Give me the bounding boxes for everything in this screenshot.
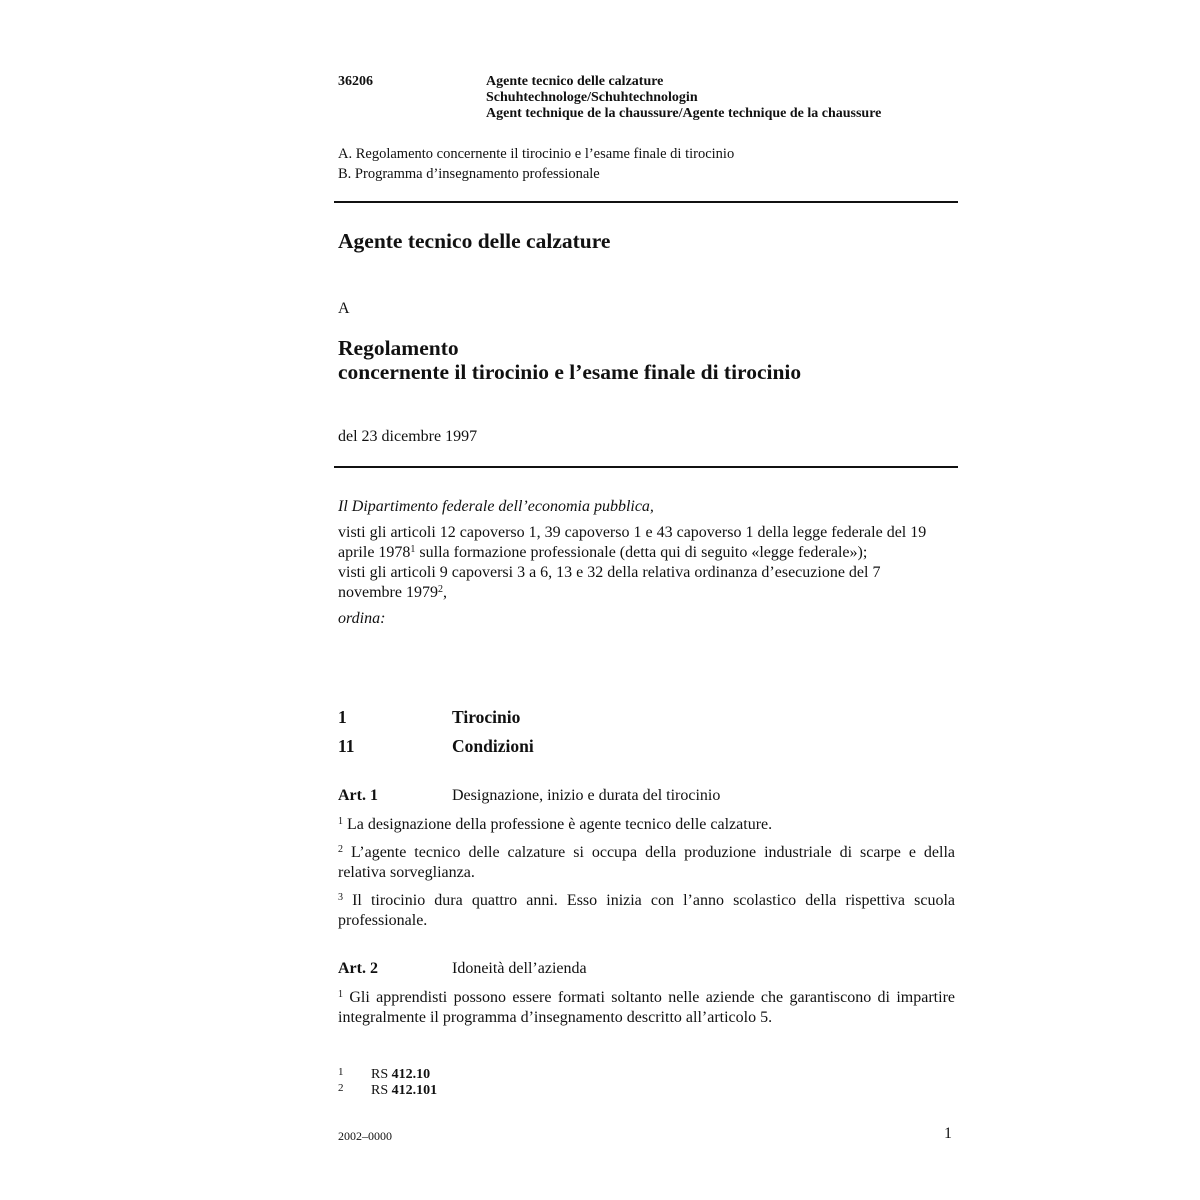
title-french: Agent technique de la chaussure/Agente technique de la chaussure: [486, 106, 882, 121]
divider-middle: [334, 466, 958, 468]
regulation-date: del 23 dicembre 1997: [338, 428, 478, 445]
regulation-title-line-2: concernente il tirocinio e l’esame finale di tirocinio: [338, 360, 802, 384]
paragraph-text: Il tirocinio dura quattro anni. Esso inizia con l’anno scolastico della rispettiva scuola professionale.: [338, 892, 955, 929]
document-code: 36206: [338, 74, 373, 89]
contents-list: [338, 144, 734, 184]
regulation-title: [338, 336, 801, 384]
document-title: Agente tecnico delle calzature: [338, 229, 611, 253]
footnote-ref-1: 1: [410, 544, 416, 555]
article-1-number: Art. 1: [338, 787, 378, 804]
paragraph-number: 2: [338, 844, 343, 855]
page-number: 1: [944, 1125, 952, 1142]
footnote-reference: 412.101: [391, 1083, 438, 1098]
footnote-reference: 412.10: [391, 1067, 431, 1082]
considerando-2-text-b: ,: [442, 584, 447, 601]
paragraph-text: La designazione della professione è agente tecnico delle calzature.: [343, 816, 773, 833]
considerando-1-text-b: sulla formazione professionale (detta qui di seguito «legge federale»);: [415, 544, 868, 561]
article-2-title: Idoneità dell’azienda: [452, 960, 587, 977]
article-2-paragraph-1: [338, 988, 955, 1028]
divider-top: [334, 201, 958, 203]
article-1-title: Designazione, inizio e durata del tirocinio: [452, 787, 721, 804]
paragraph-text: Gli apprendisti possono essere formati soltanto nelle aziende che garantiscono di impartire integralmente il programma d’insegnamento descritto all’articolo 5.: [338, 989, 955, 1026]
preamble-orders: ordina:: [338, 610, 386, 627]
footer-code: 2002–0000: [338, 1129, 392, 1143]
footnote-number: 2: [338, 1082, 344, 1094]
title-italian: Agente tecnico delle calzature: [486, 74, 664, 89]
footnote-2: [338, 1081, 437, 1098]
section-number: 1: [338, 707, 347, 727]
paragraph-number: 3: [338, 892, 343, 903]
paragraph-number: 1: [338, 989, 343, 1000]
footnote-number: 1: [338, 1066, 344, 1078]
section-title: Tirocinio: [452, 707, 521, 727]
contents-item-b: B. Programma d’insegnamento professionale: [338, 166, 600, 182]
subsection-title: Condizioni: [452, 736, 534, 756]
preamble: [338, 497, 938, 629]
considerando-2-text-a: visti gli articoli 9 capoversi 3 a 6, 13 e 32 della relativa ordinanza d’esecuzione del 7 novembre 1979: [338, 564, 881, 601]
article-1-paragraph-3: [338, 891, 955, 931]
regulation-title-line-1: Regolamento: [338, 336, 459, 360]
subsection-number: 11: [338, 736, 355, 756]
article-1-paragraph-1: [338, 815, 955, 835]
footnote-prefix: RS: [371, 1083, 392, 1098]
footnote-prefix: RS: [371, 1067, 392, 1082]
preamble-considerando-2: [338, 563, 938, 603]
article-2-number: Art. 2: [338, 960, 378, 977]
header-titles: [486, 74, 881, 122]
considerando-1-text-a: visti gli articoli 12 capoverso 1, 39 capoverso 1 e 43 capoverso 1 della legge federale del 19 aprile 1978: [338, 524, 927, 561]
paragraph-text: L’agente tecnico delle calzature si occupa della produzione industriale di scarpe e della relativa sorveglianza.: [338, 844, 955, 881]
preamble-authority: Il Dipartimento federale dell’economia pubblica,: [338, 498, 654, 515]
footnote-1: [338, 1065, 430, 1082]
preamble-considerando-1: [338, 523, 938, 563]
part-letter: A: [338, 300, 350, 317]
paragraph-number: 1: [338, 816, 343, 827]
contents-item-a: A. Regolamento concernente il tirocinio e l’esame finale di tirocinio: [338, 146, 735, 162]
title-german: Schuhtechnologe/Schuhtechnologin: [486, 90, 698, 105]
footnote-ref-2: 2: [437, 584, 443, 595]
article-1-paragraph-2: [338, 843, 955, 883]
